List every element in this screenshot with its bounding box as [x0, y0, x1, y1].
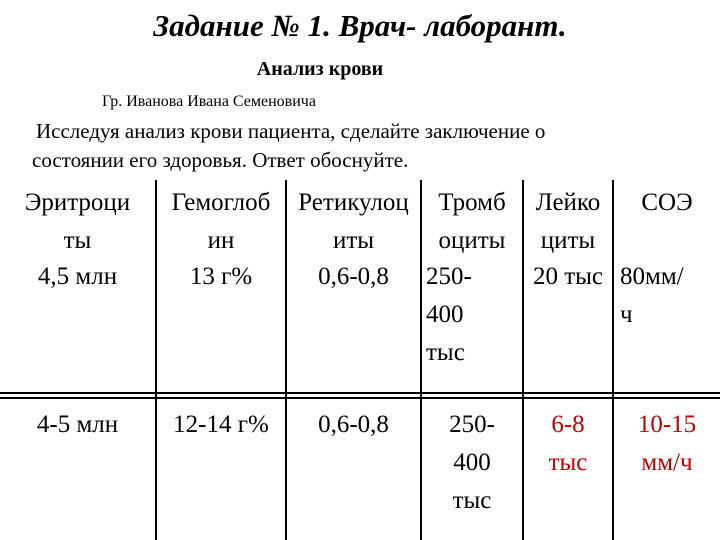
task-line-2: состоянии его здоровья. Ответ обоснуйте. [32, 148, 409, 172]
header-hemoglobin: Гемоглоб ин [171, 189, 271, 254]
patient-name: Гр. Иванова Ивана Семеновича [102, 93, 316, 110]
patient-esr: 80мм/ ч [620, 263, 684, 328]
patient-erythrocytes: 4,5 млн [37, 263, 118, 290]
table-row-divider [0, 397, 720, 399]
task-line-1: Исследуя анализ крови пациента, сделайте заключение о [36, 119, 546, 143]
table-divider [612, 180, 614, 540]
header-erythrocytes: Эритроци ты [24, 189, 131, 254]
blood-analysis-table [0, 180, 720, 540]
norm-hemoglobin: 12-14 г% [173, 411, 269, 438]
header-esr: СОЭ [641, 189, 693, 216]
table-row-divider [0, 392, 720, 394]
norm-esr: 10-15 мм/ч [637, 411, 697, 476]
patient-reticulocytes: 0,6-0,8 [318, 263, 389, 290]
analysis-subtitle: Анализ крови [256, 58, 384, 80]
norm-platelets: 250- 400 тыс [449, 411, 495, 514]
patient-hemoglobin: 13 г% [189, 263, 253, 290]
norm-reticulocytes: 0,6-0,8 [318, 411, 389, 438]
norm-erythrocytes: 4-5 млн [36, 411, 119, 438]
header-leukocytes: Лейко циты [535, 189, 601, 254]
norm-leukocytes: 6-8 тыс [548, 411, 588, 476]
slide-title: Задание № 1. Врач- лаборант. [153, 8, 567, 43]
header-platelets: Тромб оциты [438, 189, 506, 254]
patient-platelets: 250- 400 тыс [426, 263, 472, 366]
patient-leukocytes: 20 тыс [532, 263, 604, 290]
header-reticulocytes: Ретикулоц иты [298, 189, 409, 254]
